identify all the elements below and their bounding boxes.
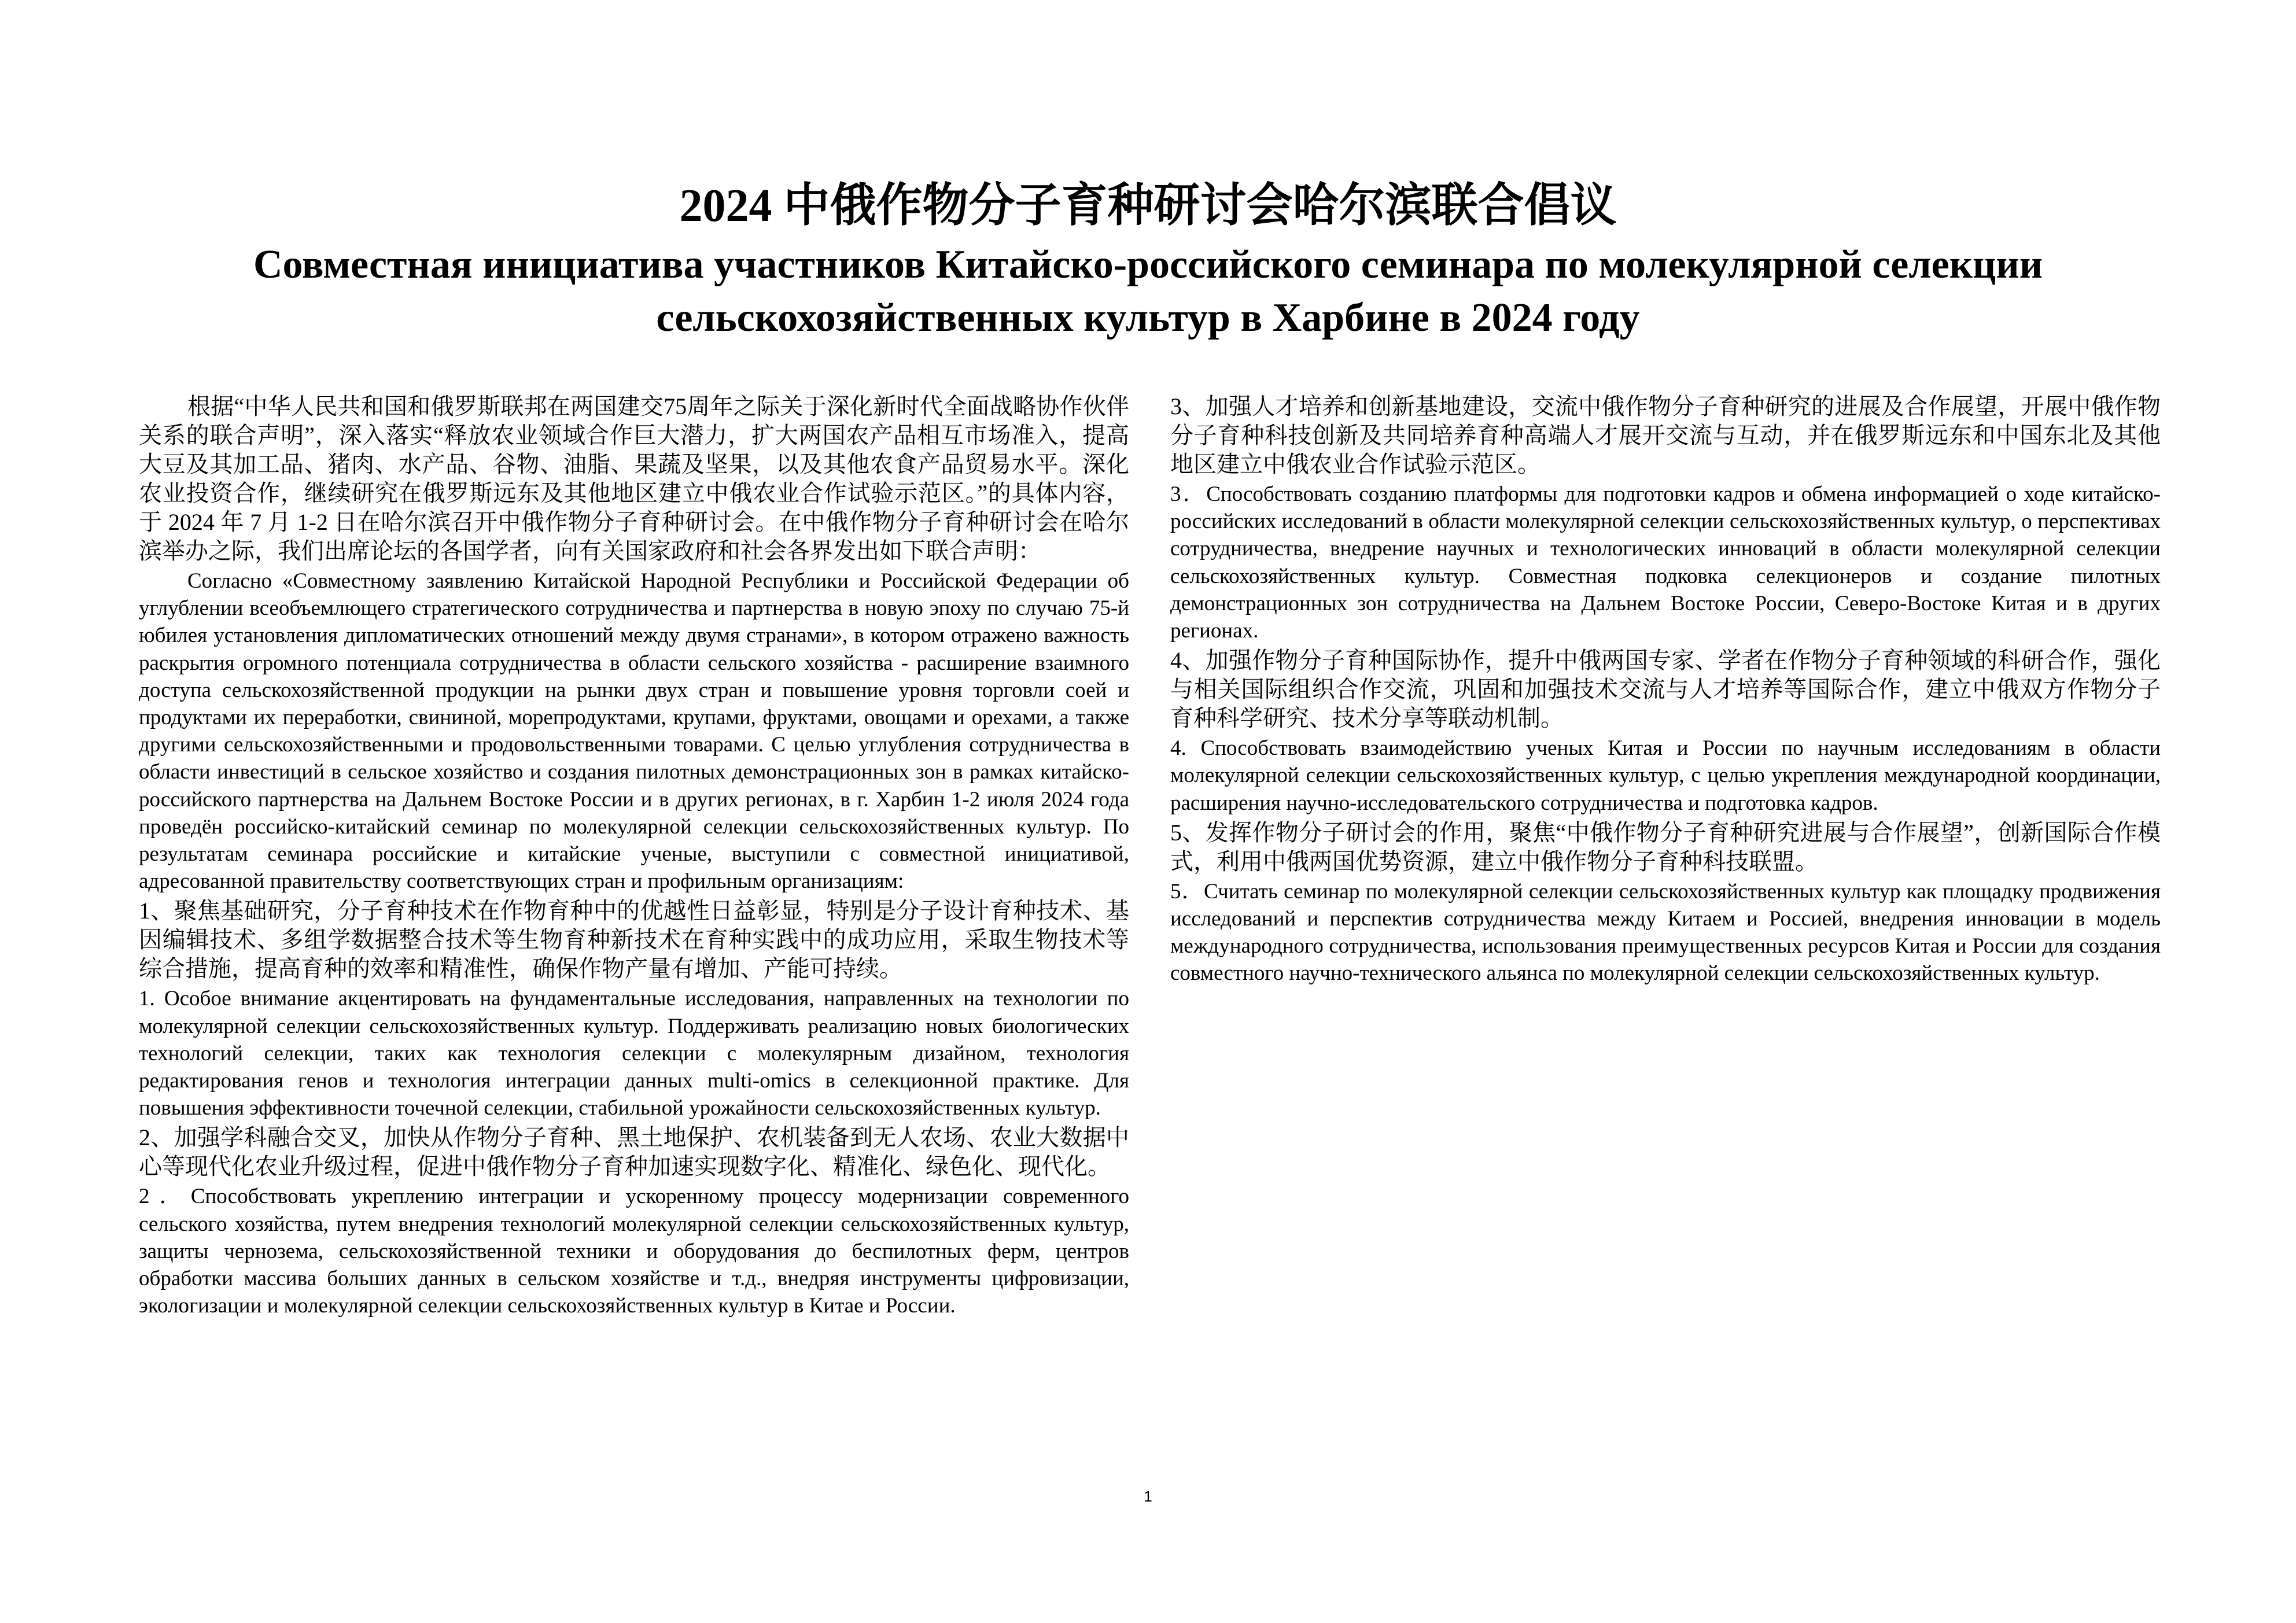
- item-4-russian: 4. Способствовать взаимодействию ученых Китая и России по научным исследованиям в области молекулярной селекции сельскохозяйственных культур, с целью укрепления международной координации, расширения научно-исследовательского сотрудничества и подготовка кадров.: [1170, 736, 2161, 815]
- right-column: [1170, 392, 2161, 989]
- item-4-chinese: 4、加强作物分子育种国际协作，提升中俄两国专家、学者在作物分子育种领域的科研合作，强化与相关国际组织合作交流，巩固和加强技术交流与人才培养等国际合作，建立中俄双方作物分子育种科学研究、技术分享等联动机制。: [1170, 647, 2161, 732]
- item-5-chinese: 5、发挥作物分子研讨会的作用，聚焦“中俄作物分子育种研究进展与合作展望”，创新国际合作模式，利用中俄两国优势资源，建立中俄作物分子育种科技联盟。: [1170, 819, 2161, 875]
- intro-paragraph-chinese: 根据“中华人民共和国和俄罗斯联邦在两国建交75周年之际关于深化新时代全面战略协作伙伴关系的联合声明”，深入落实“释放农业领域合作巨大潜力，扩大两国农产品相互市场准入，提高大豆及其加工品、猪肉、水产品、谷物、油脂、果蔬及坚果，以及其他农食产品贸易水平。深化农业投资合作，继续研究在俄罗斯远东及其他地区建立中俄农业合作试验示范区。”的具体内容，于 2024 年 7 月 1-2 日在哈尔滨召开中俄作物分子育种研讨会。在中俄作物分子育种研讨会在哈尔滨举办之际，我们出席论坛的各国学者，向有关国家政府和社会各界发出如下联合声明：: [139, 393, 1129, 564]
- item-1-chinese: 1、聚焦基础研究，分子育种技术在作物育种中的优越性日益彰显，特别是分子设计育种技术、基因编辑技术、多组学数据整合技术等生物育种新技术在育种实践中的成功应用，采取生物技术等综合措施，提高育种的效率和精准性，确保作物产量有增加、产能可持续。: [139, 898, 1129, 982]
- title-block: [139, 174, 2157, 345]
- item-3-russian: 3．Способствовать созданию платформы для подготовки кадров и обмена информацией о ходе китайско-российских исследований в области молекулярной селекции сельскохозяйственных культур, о перспективах сотрудничества, внедрение научных и технологических инноваций в области молекулярной селекции сельскохозяйственных культур. Совместная подковка селекционеров и создание пилотных демонстрационных зон сотрудничества на Дальнем Востоке России, Северо-Востоке Китая и в других регионах.: [1170, 482, 2161, 643]
- page-number: 1: [1144, 1488, 1152, 1505]
- intro-paragraph-russian: Согласно «Совместному заявлению Китайской Народной Республики и Российской Федерации об углублении всеобъемлющего стратегического сотрудничества и партнерства в новую эпоху по случаю 75-й юбилея установления дипломатических отношений между двумя странами», в котором отражено важность раскрытия огромного потенциала сотрудничества в области сельского хозяйства - расширение взаимного доступа сельскохозяйственной продукции на рынки двух стран и повышение уровня торговли соей и продуктами их переработки, свининой, морепродуктами, крупами, фруктами, овощами и орехами, а также другими сельскохозяйственными и продовольственными товарами. С целью углубления сотрудничества в области инвестиций в сельское хозяйство и создания пилотных демонстрационных зон в рамках китайско-российского партнерства на Дальнем Востоке России и в других регионах, в г. Харбин 1-2 июля 2024 года проведён российско-китайский семинар по молекулярной селекции сельскохозяйственных культур. По результатам семинара российские и китайские ученые, выступили с совместной инициативой, адресованной правительству соответствующих стран и профильным организациям:: [139, 569, 1129, 894]
- title-chinese: 2024 中俄作物分子育种研讨会哈尔滨联合倡议: [679, 180, 1617, 231]
- item-1-russian: 1. Особое внимание акцентировать на фундаментальные исследования, направленных на технологии по молекулярной селекции сельскохозяйственных культур. Поддерживать реализацию новых биологических технологий селекции, таких как технология селекции с молекулярным дизайном, технология редактирования генов и технология интеграции данных multi-omics в селекционной практике. Для повышения эффективности точечной селекции, стабильной урожайности сельскохозяйственных культур.: [139, 987, 1129, 1120]
- item-2-russian: 2．Способствовать укреплению интеграции и ускоренному процессу модернизации современного сельского хозяйства, путем внедрения технологий молекулярной селекции сельскохозяйственных культур, защиты чернозема, сельскохозяйственной техники и оборудования до беспилотных ферм, центров обработки массива больших данных в сельском хозяйстве и т.д., внедряя инструменты цифровизации, экологизации и молекулярной селекции сельскохозяйственных культур в Китае и России.: [139, 1185, 1129, 1318]
- title-russian: Совместная инициатива участников Китайско-российского семинара по молекулярной селекции сельскохозяйственных культур в Харбине в 2024 году: [253, 242, 2043, 340]
- item-3-chinese: 3、加强人才培养和创新基地建设，交流中俄作物分子育种研究的进展及合作展望，开展中俄作物分子育种科技创新及共同培养育种高端人才展开交流与互动，并在俄罗斯远东和中国东北及其他地区建立中俄农业合作试验示范区。: [1170, 393, 2161, 477]
- item-2-chinese: 2、加强学科融合交叉，加快从作物分子育种、黑土地保护、农机装备到无人农场、农业大数据中心等现代化农业升级过程，促进中俄作物分子育种加速实现数字化、精准化、绿色化、现代化。: [139, 1124, 1129, 1180]
- item-5-russian: 5．Считать семинар по молекулярной селекции сельскохозяйственных культур как площадку продвижения исследований и перспектив сотрудничества между Китаем и Россией, внедрения инновации в модель международного сотрудничества, использования преимущественных ресурсов Китая и России для создания совместного научно-технического альянса по молекулярной селекции сельскохозяйственных культур.: [1170, 879, 2161, 986]
- left-column: [139, 392, 1129, 1321]
